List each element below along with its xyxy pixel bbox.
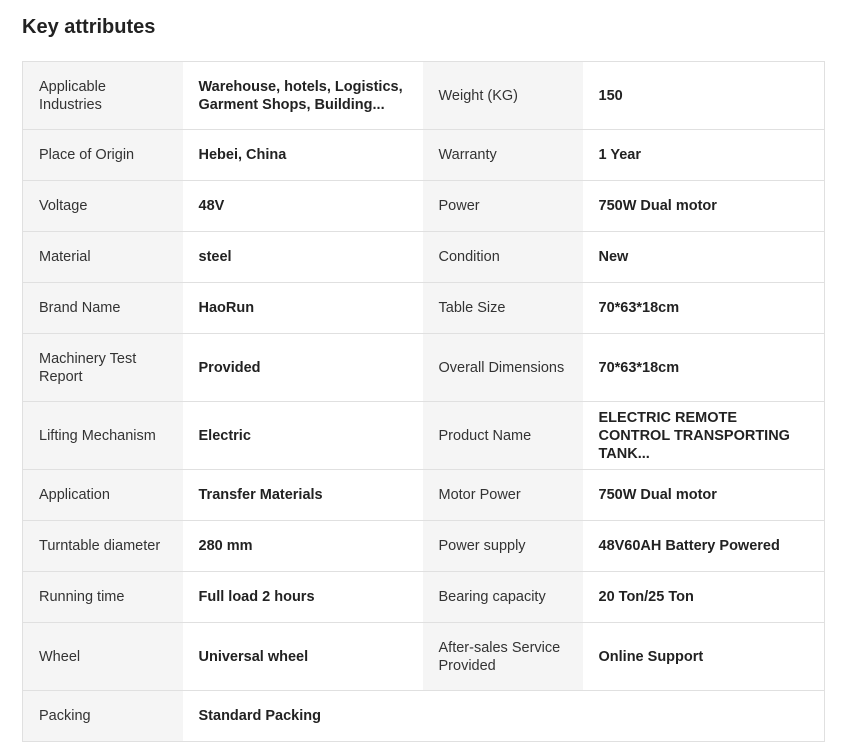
attribute-value: steel xyxy=(183,232,423,283)
attribute-value: 70*63*18cm xyxy=(583,334,825,402)
attribute-name: Applicable Industries xyxy=(23,62,183,130)
attribute-name: Place of Origin xyxy=(23,130,183,181)
attribute-name: Warranty xyxy=(423,130,583,181)
attribute-name: Running time xyxy=(23,572,183,623)
attribute-value: Transfer Materials xyxy=(183,470,423,521)
attribute-name: Lifting Mechanism xyxy=(23,402,183,470)
table-row xyxy=(23,130,825,181)
attribute-value: 20 Ton/25 Ton xyxy=(583,572,825,623)
attribute-name: Power xyxy=(423,181,583,232)
attribute-value: Full load 2 hours xyxy=(183,572,423,623)
table-row xyxy=(23,62,825,130)
attribute-value: 70*63*18cm xyxy=(583,283,825,334)
attribute-name: Bearing capacity xyxy=(423,572,583,623)
table-row xyxy=(23,402,825,470)
attribute-name: Weight (KG) xyxy=(423,62,583,130)
attribute-value: 1 Year xyxy=(583,130,825,181)
attribute-value: Warehouse, hotels, Logistics, Garment Shops, Building... xyxy=(183,62,423,130)
attribute-value: Electric xyxy=(183,402,423,470)
attribute-value: New xyxy=(583,232,825,283)
table-row xyxy=(23,232,825,283)
empty-cell xyxy=(583,691,825,742)
attribute-name: Application xyxy=(23,470,183,521)
table-row xyxy=(23,283,825,334)
attribute-name: Condition xyxy=(423,232,583,283)
table-row xyxy=(23,623,825,691)
attribute-name: Turntable diameter xyxy=(23,521,183,572)
table-row xyxy=(23,334,825,402)
attribute-value: 750W Dual motor xyxy=(583,470,825,521)
attribute-name: Overall Dimensions xyxy=(423,334,583,402)
attribute-name: Wheel xyxy=(23,623,183,691)
attribute-name: Machinery Test Report xyxy=(23,334,183,402)
table-row xyxy=(23,691,825,742)
attribute-value: 48V xyxy=(183,181,423,232)
attribute-value: Hebei, China xyxy=(183,130,423,181)
attribute-name: Packing xyxy=(23,691,183,742)
attribute-name: Table Size xyxy=(423,283,583,334)
attribute-value: ELECTRIC REMOTE CONTROL TRANSPORTING TANK... xyxy=(583,402,825,470)
attribute-name: After-sales Service Provided xyxy=(423,623,583,691)
attribute-value: Provided xyxy=(183,334,423,402)
attribute-name: Brand Name xyxy=(23,283,183,334)
attribute-value: 48V60AH Battery Powered xyxy=(583,521,825,572)
attribute-name: Material xyxy=(23,232,183,283)
attribute-name: Product Name xyxy=(423,402,583,470)
attributes-table xyxy=(22,61,825,742)
attribute-value: 150 xyxy=(583,62,825,130)
attribute-value: 280 mm xyxy=(183,521,423,572)
table-row xyxy=(23,572,825,623)
attribute-value: Standard Packing xyxy=(183,691,423,742)
attribute-name: Power supply xyxy=(423,521,583,572)
attribute-value: HaoRun xyxy=(183,283,423,334)
attribute-name: Voltage xyxy=(23,181,183,232)
table-row xyxy=(23,521,825,572)
attribute-value: Online Support xyxy=(583,623,825,691)
attribute-value: Universal wheel xyxy=(183,623,423,691)
table-row xyxy=(23,181,825,232)
attribute-name: Motor Power xyxy=(423,470,583,521)
attribute-value: 750W Dual motor xyxy=(583,181,825,232)
section-title: Key attributes xyxy=(22,16,156,38)
empty-cell xyxy=(423,691,583,742)
table-row xyxy=(23,470,825,521)
